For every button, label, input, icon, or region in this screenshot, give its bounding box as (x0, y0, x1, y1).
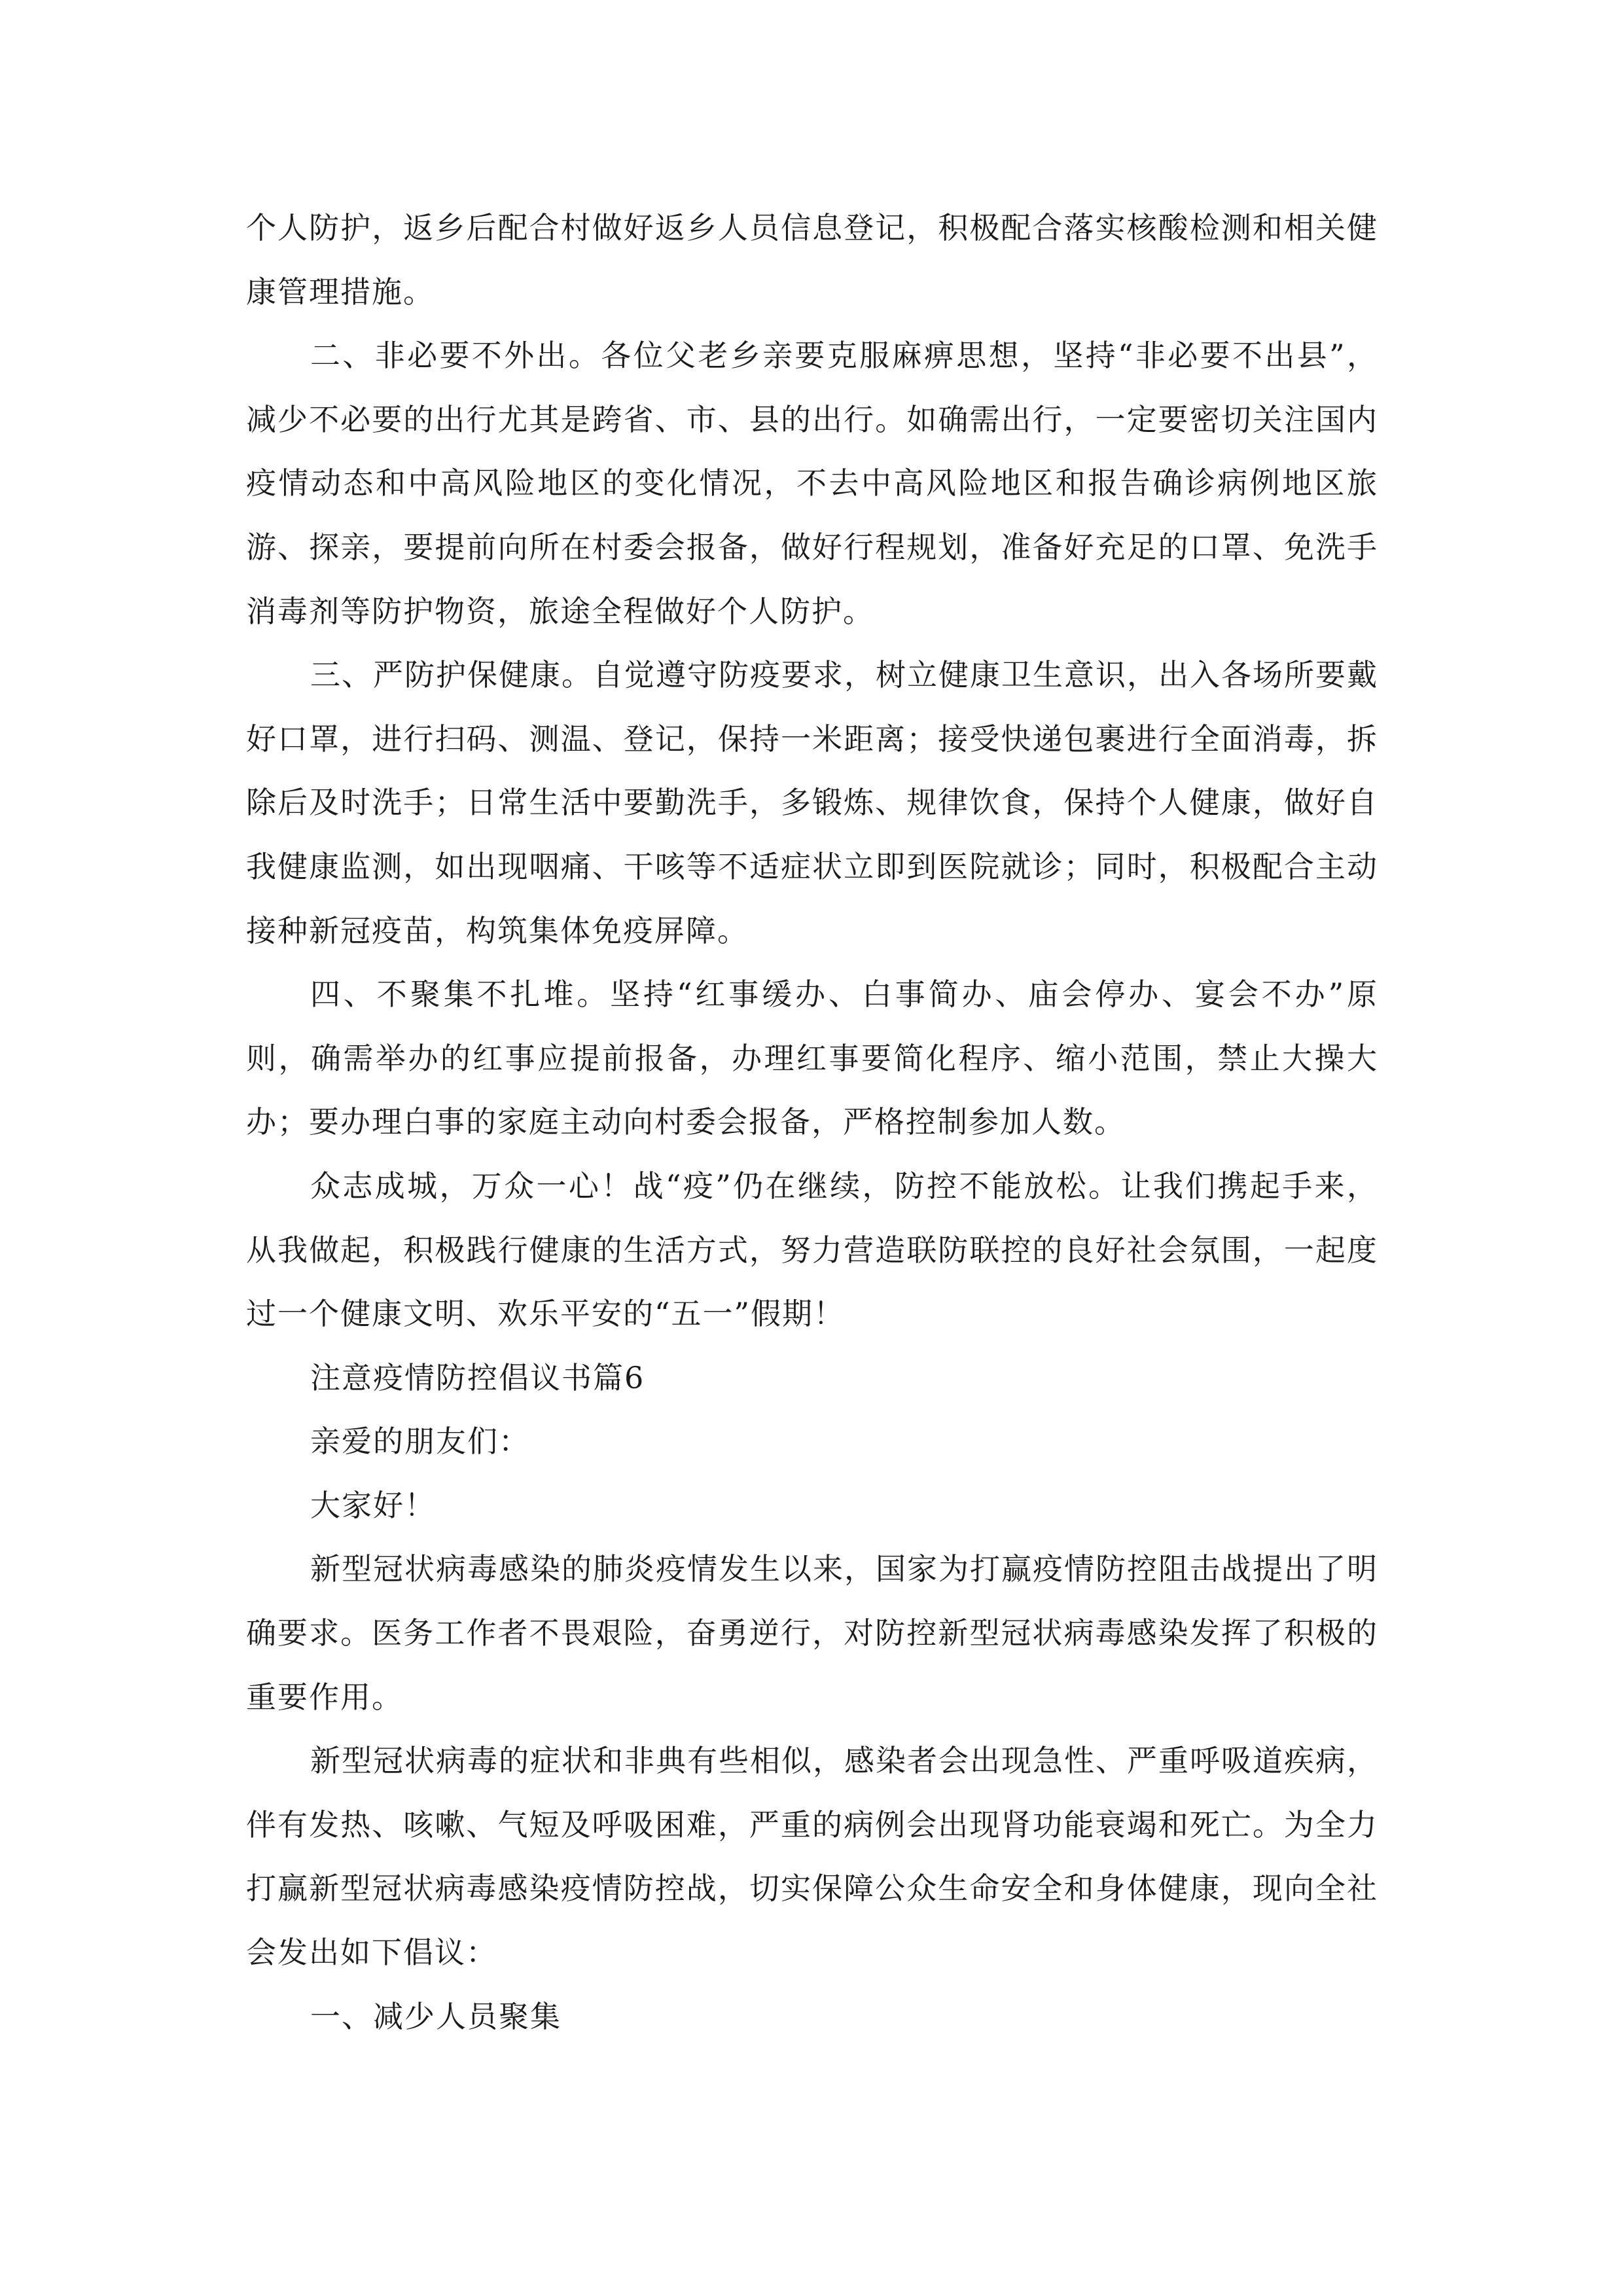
salutation: 亲爱的朋友们： (310, 1424, 530, 1460)
section-heading: 注意疫情防控倡议书篇6 (310, 1359, 645, 1395)
paragraph-5: 众志成城，万众一心！战“疫”仍在继续，防控不能放松。让我们携起手来，从我做起，积极践行健康的生活方式，努力营造联防联控的良好社会氛围，一起度过一个健康文明、欢乐平安的“五一”假期！ (246, 1168, 1378, 1332)
paragraph-3: 三、严防护保健康。自觉遵守防疫要求，树立健康卫生意识，出入各场所要戴好口罩，进行扫码、测温、登记，保持一米距离；接受快递包裹进行全面消毒，拆除后及时洗手；日常生活中要勤洗手，多锻炼、规律饮食，保持个人健康，做好自我健康监测，如出现咽痛、干咳等不适症状立即到医院就诊；同时，积极配合主动接种新冠疫苗，构筑集体免疫屏障。 (246, 657, 1378, 948)
paragraph-2: 二、非必要不外出。各位父老乡亲要克服麻痹思想，坚持“非必要不出县”，减少不必要的出行尤其是跨省、市、县的出行。如确需出行，一定要密切关注国内疫情动态和中高风险地区的变化情况，不去中高风险地区和报告确诊病例地区旅游、探亲，要提前向所在村委会报备，做好行程规划，准备好充足的口罩、免洗手消毒剂等防护物资，旅途全程做好个人防护。 (246, 338, 1378, 629)
paragraph-4: 四、不聚集不扎堆。坚持“红事缓办、白事简办、庙会停办、宴会不办”原则，确需举办的红事应提前报备，办理红事要简化程序、缩小范围，禁止大操大办；要办理白事的家庭主动向村委会报备，严格控制参加人数。 (246, 977, 1378, 1140)
item-heading: 一、减少人员聚集 (310, 1998, 562, 2034)
paragraph-10: 新型冠状病毒的症状和非典有些相似，感染者会出现急性、严重呼吸道疾病，伴有发热、咳嗽、气短及呼吸困难，严重的病例会出现肾功能衰竭和死亡。为全力打赢新型冠状病毒感染疫情防控战，切实保障公众生命安全和身体健康，现向全社会发出如下倡议： (246, 1743, 1378, 1971)
document-body (246, 196, 1378, 2049)
paragraph-1: 个人防护，返乡后配合村做好返乡人员信息登记，积极配合落实核酸检测和相关健康管理措施。 (246, 210, 1378, 310)
paragraph-9: 新型冠状病毒感染的肺炎疫情发生以来，国家为打赢疫情防控阻击战提出了明确要求。医务工作者不畏艰险，奋勇逆行，对防控新型冠状病毒感染发挥了积极的重要作用。 (246, 1551, 1378, 1715)
greeting: 大家好！ (310, 1487, 436, 1523)
